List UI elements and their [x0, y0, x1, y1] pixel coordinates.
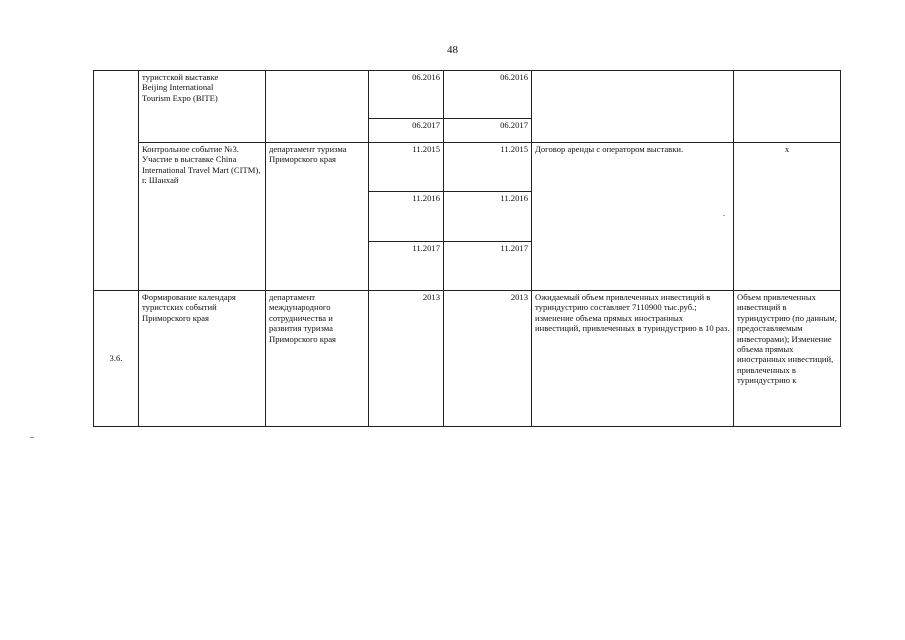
event-name-cell: Формирование календаря туристских событий Приморского края [139, 291, 266, 427]
end-date-cell: 11.2017 [444, 242, 532, 291]
result-cell: Ожидаемый объем привлеченных инвестиций в туриндустрию составляет 7110900 тыс.руб.; изменение объема прямых иностранных инвестиций, привлеченных в туриндустрию в 10 раз. [532, 291, 734, 427]
start-date-cell: 2013 [369, 291, 444, 427]
end-date-cell: 06.2017 [444, 119, 532, 143]
result-cell [532, 71, 734, 143]
margin-mark [30, 437, 34, 438]
program-table [93, 70, 841, 427]
indicator-cell: Объем привлеченных инвестиций в туриндустрию (по данным, предоставляемым инвесторами); Изменение объема прямых иностранных инвестиций, привлеченных в туриндустрию к [734, 291, 841, 427]
indicator-cell [734, 71, 841, 143]
result-cell: Договор аренды с оператором выставки. [532, 143, 734, 291]
table-row [94, 291, 841, 427]
indicator-cell: x [734, 143, 841, 291]
row-number-cell: 3.6. [94, 291, 139, 427]
event-name-cell [139, 71, 266, 143]
end-date-cell: 06.2016 [444, 71, 532, 119]
page-number: 48 [447, 44, 458, 56]
end-date-cell: 11.2016 [444, 192, 532, 242]
start-date-cell: 11.2016 [369, 192, 444, 242]
event-name: туристской выставке Beijing International Tourism Expo (BITE) [142, 72, 219, 103]
scan-speck [723, 215, 725, 216]
responsible-cell [266, 71, 369, 143]
responsible-cell: департамент туризма Приморского края [266, 143, 369, 291]
responsible-cell: департамент международного сотрудничества и развития туризма Приморского края [266, 291, 369, 427]
start-date-cell: 06.2017 [369, 119, 444, 143]
event-name-cell: Контрольное событие №3. Участие в выставке China International Travel Mart (CITM), г. Шанхай [139, 143, 266, 291]
table-row [94, 71, 841, 119]
start-date-cell: 06.2016 [369, 71, 444, 119]
start-date-cell: 11.2015 [369, 143, 444, 192]
table-row [94, 143, 841, 192]
start-date-cell: 11.2017 [369, 242, 444, 291]
end-date-cell: 2013 [444, 291, 532, 427]
row-number-cell [94, 71, 139, 291]
end-date-cell: 11.2015 [444, 143, 532, 192]
